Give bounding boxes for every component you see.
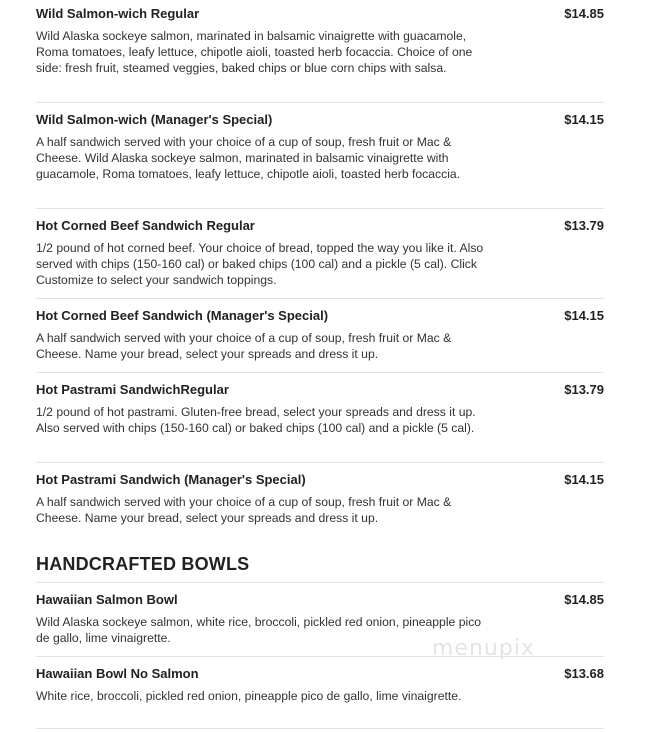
item-description: 1/2 pound of hot corned beef. Your choice of bread, topped the way you like it. Also served with chips (150-160 cal) or baked chips (100 cal) and a pickle (5 cal). Click Customize to select your sandwich toppings. — [36, 241, 484, 287]
item-name: Wild Salmon-wich (Manager's Special) — [36, 112, 273, 127]
item-name: Wild Salmon-wich Regular — [36, 6, 200, 21]
item-description: Wild Alaska sockeye salmon, marinated in balsamic vinaigrette with guacamole, Roma tomatoes, leafy lettuce, chipotle aioli, toasted herb focaccia. Choice of one side: fresh fruit, steamed veggies, baked chips or blue corn chips with salsa. — [36, 29, 473, 75]
divider — [36, 102, 604, 103]
item-description: 1/2 pound of hot pastrami. Gluten-free bread, select your spreads and dress it up. Also served with chips (150-160 cal) or baked chips (100 cal) and a pickle (5 cal). — [36, 405, 476, 435]
item-name: Hot Corned Beef Sandwich (Manager's Special) — [36, 308, 329, 323]
item-price: $13.68 — [564, 666, 604, 681]
item-description: Wild Alaska sockeye salmon, white rice, broccoli, pickled red onion, pineapple pico de gallo, lime vinaigrette. — [36, 615, 482, 645]
item-price: $14.85 — [564, 592, 604, 607]
item-price: $14.15 — [564, 112, 604, 127]
item-name: Hot Pastrami Sandwich (Manager's Special) — [36, 472, 306, 487]
item-price: $14.15 — [564, 472, 604, 487]
divider — [36, 728, 604, 729]
item-name: Hot Corned Beef Sandwich Regular — [36, 218, 255, 233]
item-name: Hawaiian Bowl No Salmon — [36, 666, 199, 681]
item-price: $14.15 — [564, 308, 604, 323]
watermark: menupix — [432, 636, 535, 661]
divider — [36, 582, 604, 583]
divider — [36, 208, 604, 209]
item-price: $14.85 — [564, 6, 604, 21]
item-description: A half sandwich served with your choice of a cup of soup, fresh fruit or Mac & Cheese. Name your bread, select your spreads and dress it up. — [36, 331, 452, 361]
item-description: A half sandwich served with your choice of a cup of soup, fresh fruit or Mac & Cheese. Wild Alaska sockeye salmon, marinated in balsamic vinaigrette with guacamole, Roma tomatoes, leafy lettuce, chipotle aioli, toasted herb focaccia. — [36, 135, 461, 181]
section-title: HANDCRAFTED BOWLS — [36, 554, 250, 574]
item-name: Hot Pastrami SandwichRegular — [36, 382, 229, 397]
divider — [36, 372, 604, 373]
item-price: $13.79 — [564, 382, 604, 397]
divider — [36, 462, 604, 463]
item-description: A half sandwich served with your choice of a cup of soup, fresh fruit or Mac & Cheese. Name your bread, select your spreads and dress it up. — [36, 495, 452, 525]
item-price: $13.79 — [564, 218, 604, 233]
item-description: White rice, broccoli, pickled red onion, pineapple pico de gallo, lime vinaigrette. — [36, 689, 462, 703]
divider — [36, 298, 604, 299]
item-name: Hawaiian Salmon Bowl — [36, 592, 178, 607]
